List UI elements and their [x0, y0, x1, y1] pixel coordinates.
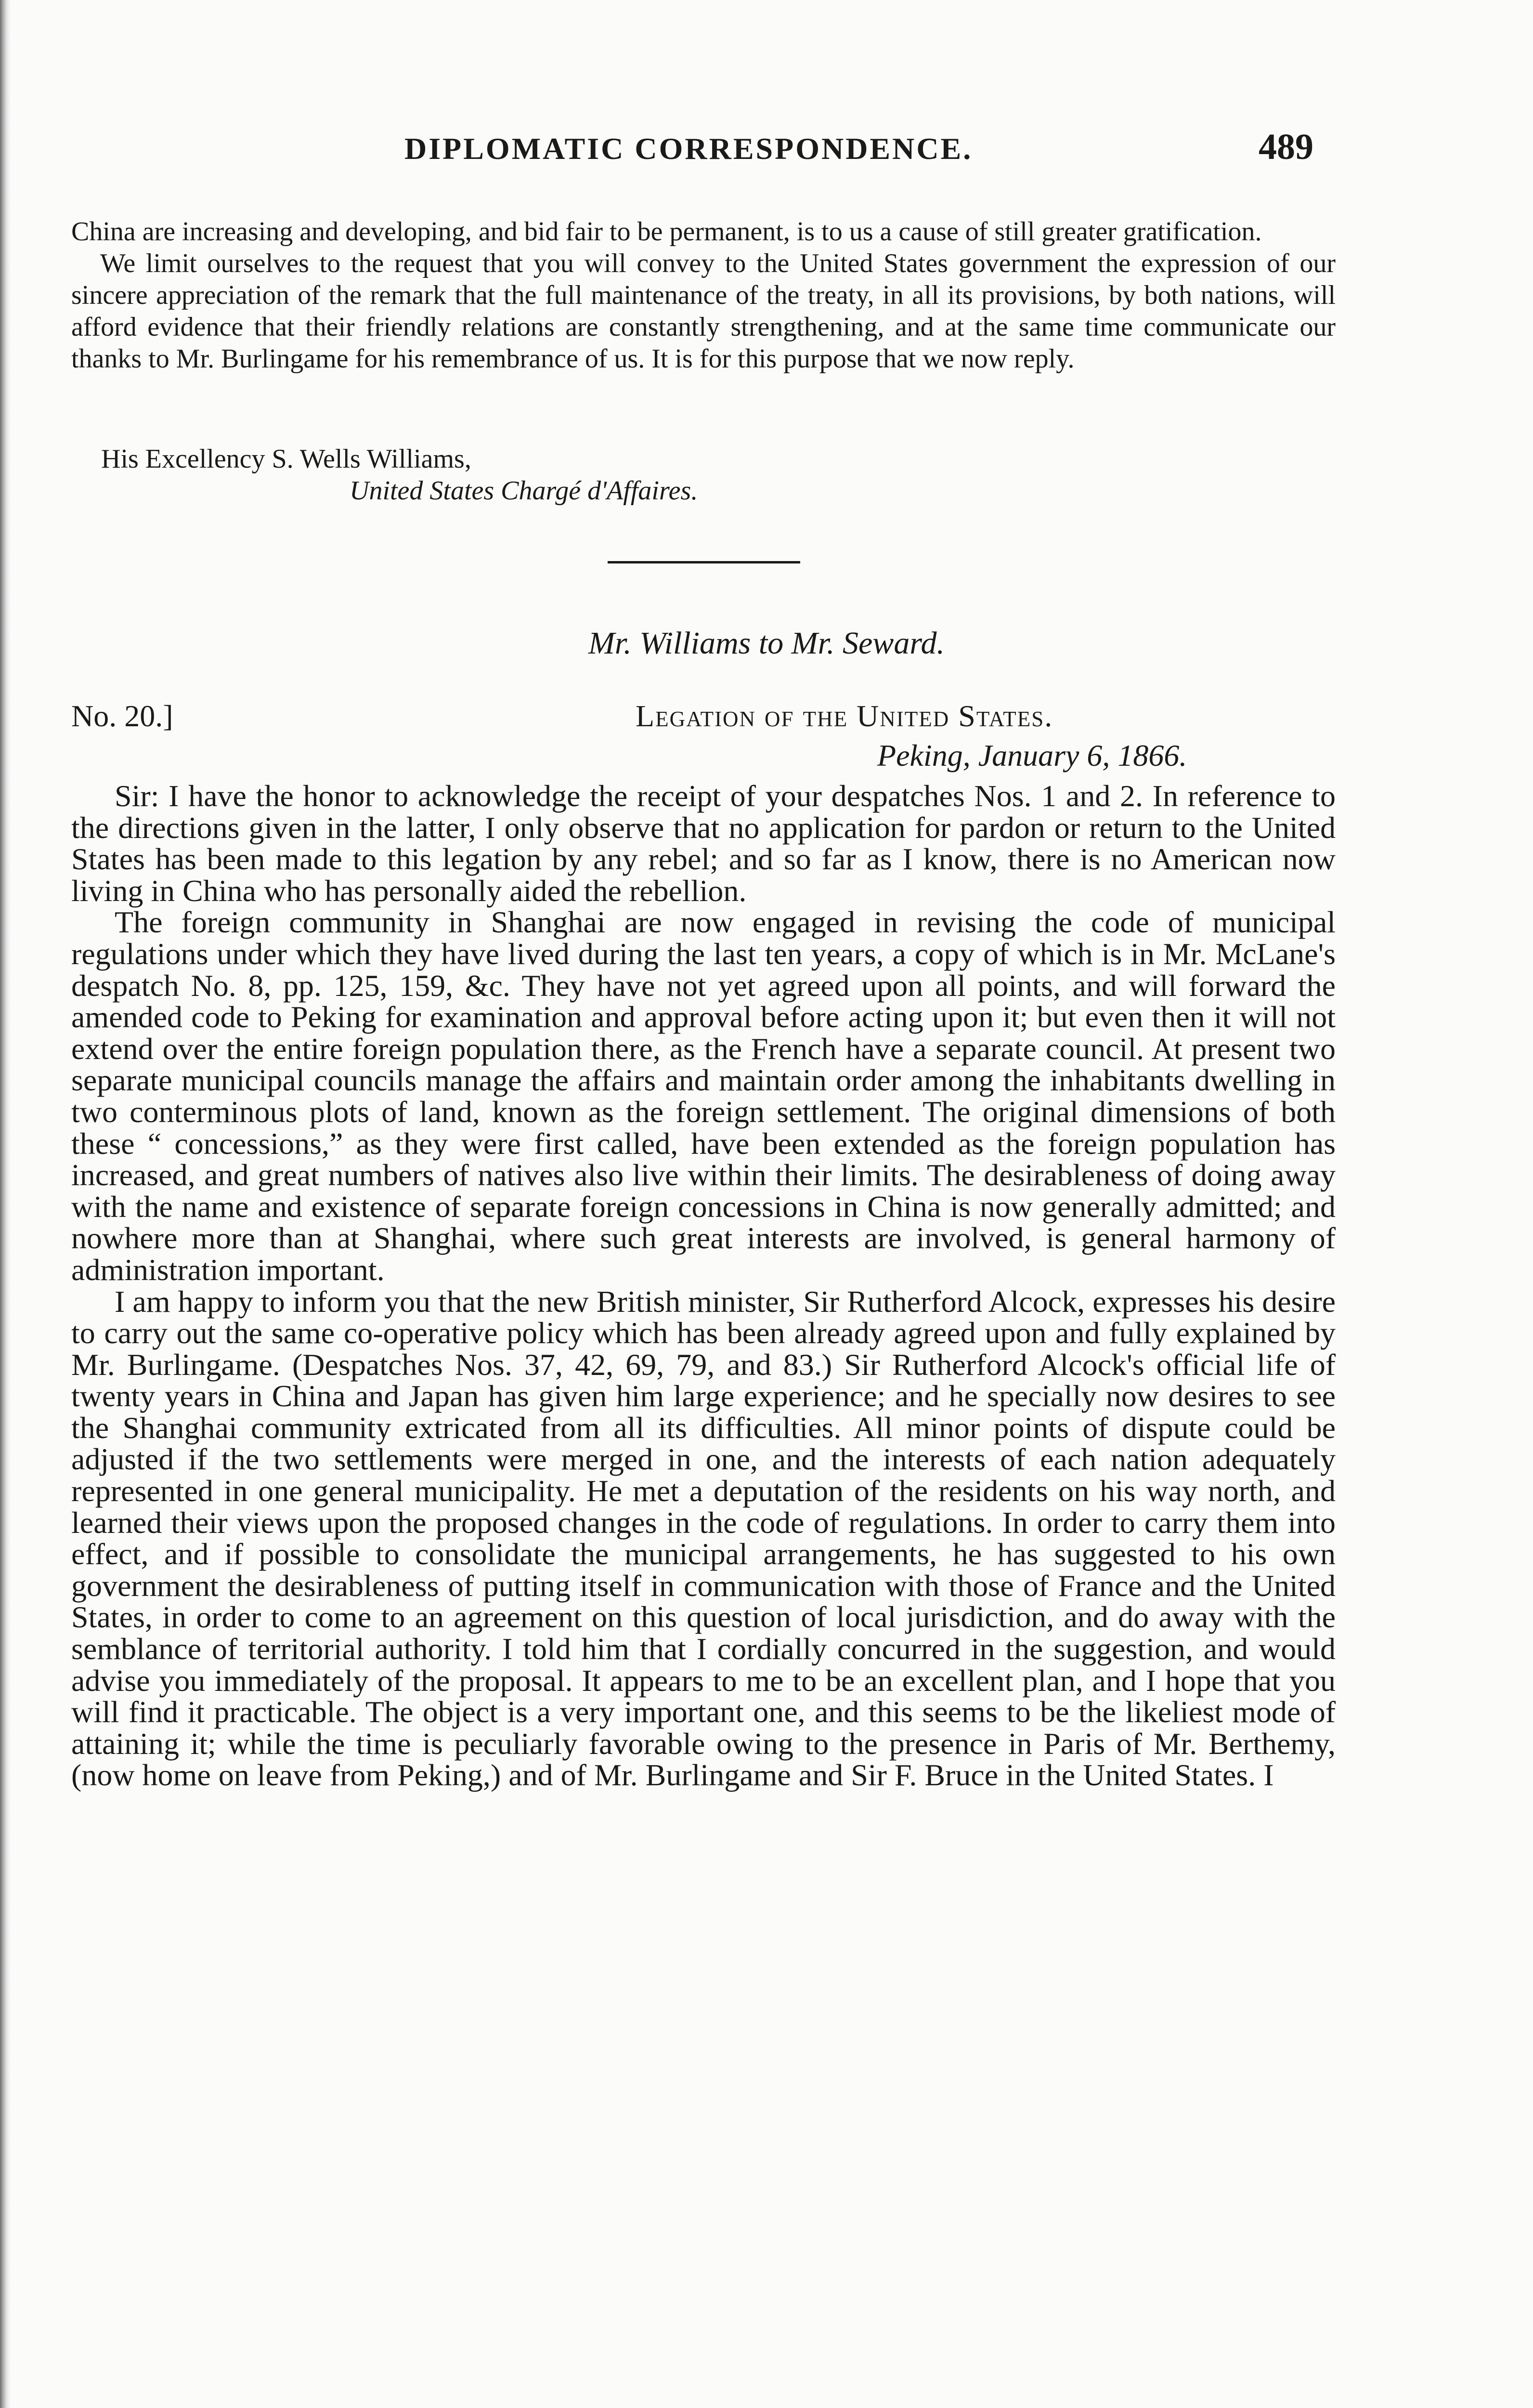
reply-paragraph-1: China are increasing and developing, and bid fair to be permanent, is to us a cause of still greater gratification.	[71, 217, 1262, 247]
addressee-line-1: His Excellency S. Wells Williams,	[101, 444, 471, 474]
letter-paragraph-1: Sir: I have the honor to acknowledge the receipt of your despatches Nos. 1 and 2. In reference to the directions given in the latter, I only observe that no application for pardon or return to the United States has been made to this legation by any rebel; and so far as I know, there is no American now living in China who has personally aided the rebellion.	[71, 779, 1336, 908]
reply-paragraph-2: We limit ourselves to the request that you will convey to the United States government the expression of our sincere appreciation of the remark that the full maintenance of the treaty, in all its provisions, by both nations, will afford evidence that their friendly relations are constantly strengthening, and at the same time communicate our thanks to Mr. Burlingame for his remembrance of us. It is for this purpose that we now reply.	[71, 249, 1336, 374]
binding-shadow	[0, 0, 11, 2408]
letter-paragraph-3: I am happy to inform you that the new British minister, Sir Rutherford Alcock, expresses his desire to carry out the same co-operative policy which has been already agreed upon and fully explained by Mr. Burlingame. (Despatches Nos. 37, 42, 69, 79, and 83.) Sir Rutherford Alcock's official life of twenty years in China and Japan has given him large experience; and he specially now desires to see the Shanghai community extricated from all its difficulties. All minor points of dispute could be adjusted if the two settlements were merged in one, and the interests of each nation adequately represented in one general municipality. He met a deputation of the residents on his way north, and learned their views upon the proposed changes in the code of regulations. In order to carry them into effect, and if possible to consolidate the municipal arrangements, he has suggested to his own government the desirableness of putting itself in communication with those of France and the United States, in order to come to an agreement on this question of local jurisdiction, and do away with the semblance of territorial authority. I told him that I cordially concurred in the suggestion, and would advise you immediately of the proposal. It appears to me to be an excellent plan, and I hope that you will find it practicable. The object is a very important one, and this seems to be the likeliest mode of attaining it; while the time is peculiarly favorable owing to the presence in Paris of Mr. Berthemy, (now home on leave from Peking,) and of Mr. Burlingame and Sir F. Bruce in the United States. I	[71, 1284, 1336, 1793]
reply-text-block	[71, 216, 1336, 375]
letter-body	[71, 780, 1336, 1791]
letter-title: Mr. Williams to Mr. Seward.	[588, 626, 945, 661]
section-divider	[608, 561, 800, 563]
legation-heading: Legation of the United States.	[636, 699, 1053, 733]
letter-paragraph-2: The foreign community in Shanghai are now engaged in revising the code of municipal regulations under which they have lived during the last ten years, a copy of which is in Mr. McLane's despatch No. 8, pp. 125, 159, &c. They have not yet agreed upon all points, and will forward the amended code to Peking for examination and approval before acting upon it; but even then it will not extend over the entire foreign population there, as the French have a separate council. At present two separate municipal councils manage the affairs and maintain order among the inhabitants dwelling in two conterminous plots of land, known as the foreign settlement. The original dimensions of both these “ concessions,” as they were first called, have been extended as the foreign population has increased, and great numbers of natives also live within their limits. The desirableness of doing away with the name and existence of separate foreign concessions in China is now generally admitted; and nowhere more than at Shanghai, where such great interests are involved, is general harmony of administration important.	[71, 905, 1336, 1287]
despatch-number: No. 20.]	[71, 699, 173, 733]
place-date: Peking, January 6, 1866.	[877, 738, 1187, 772]
addressee-block	[101, 443, 698, 507]
page-number: 489	[1259, 127, 1313, 167]
addressee-line-2: United States Chargé d'Affaires.	[350, 476, 698, 506]
running-head: DIPLOMATIC CORRESPONDENCE.	[404, 131, 973, 166]
